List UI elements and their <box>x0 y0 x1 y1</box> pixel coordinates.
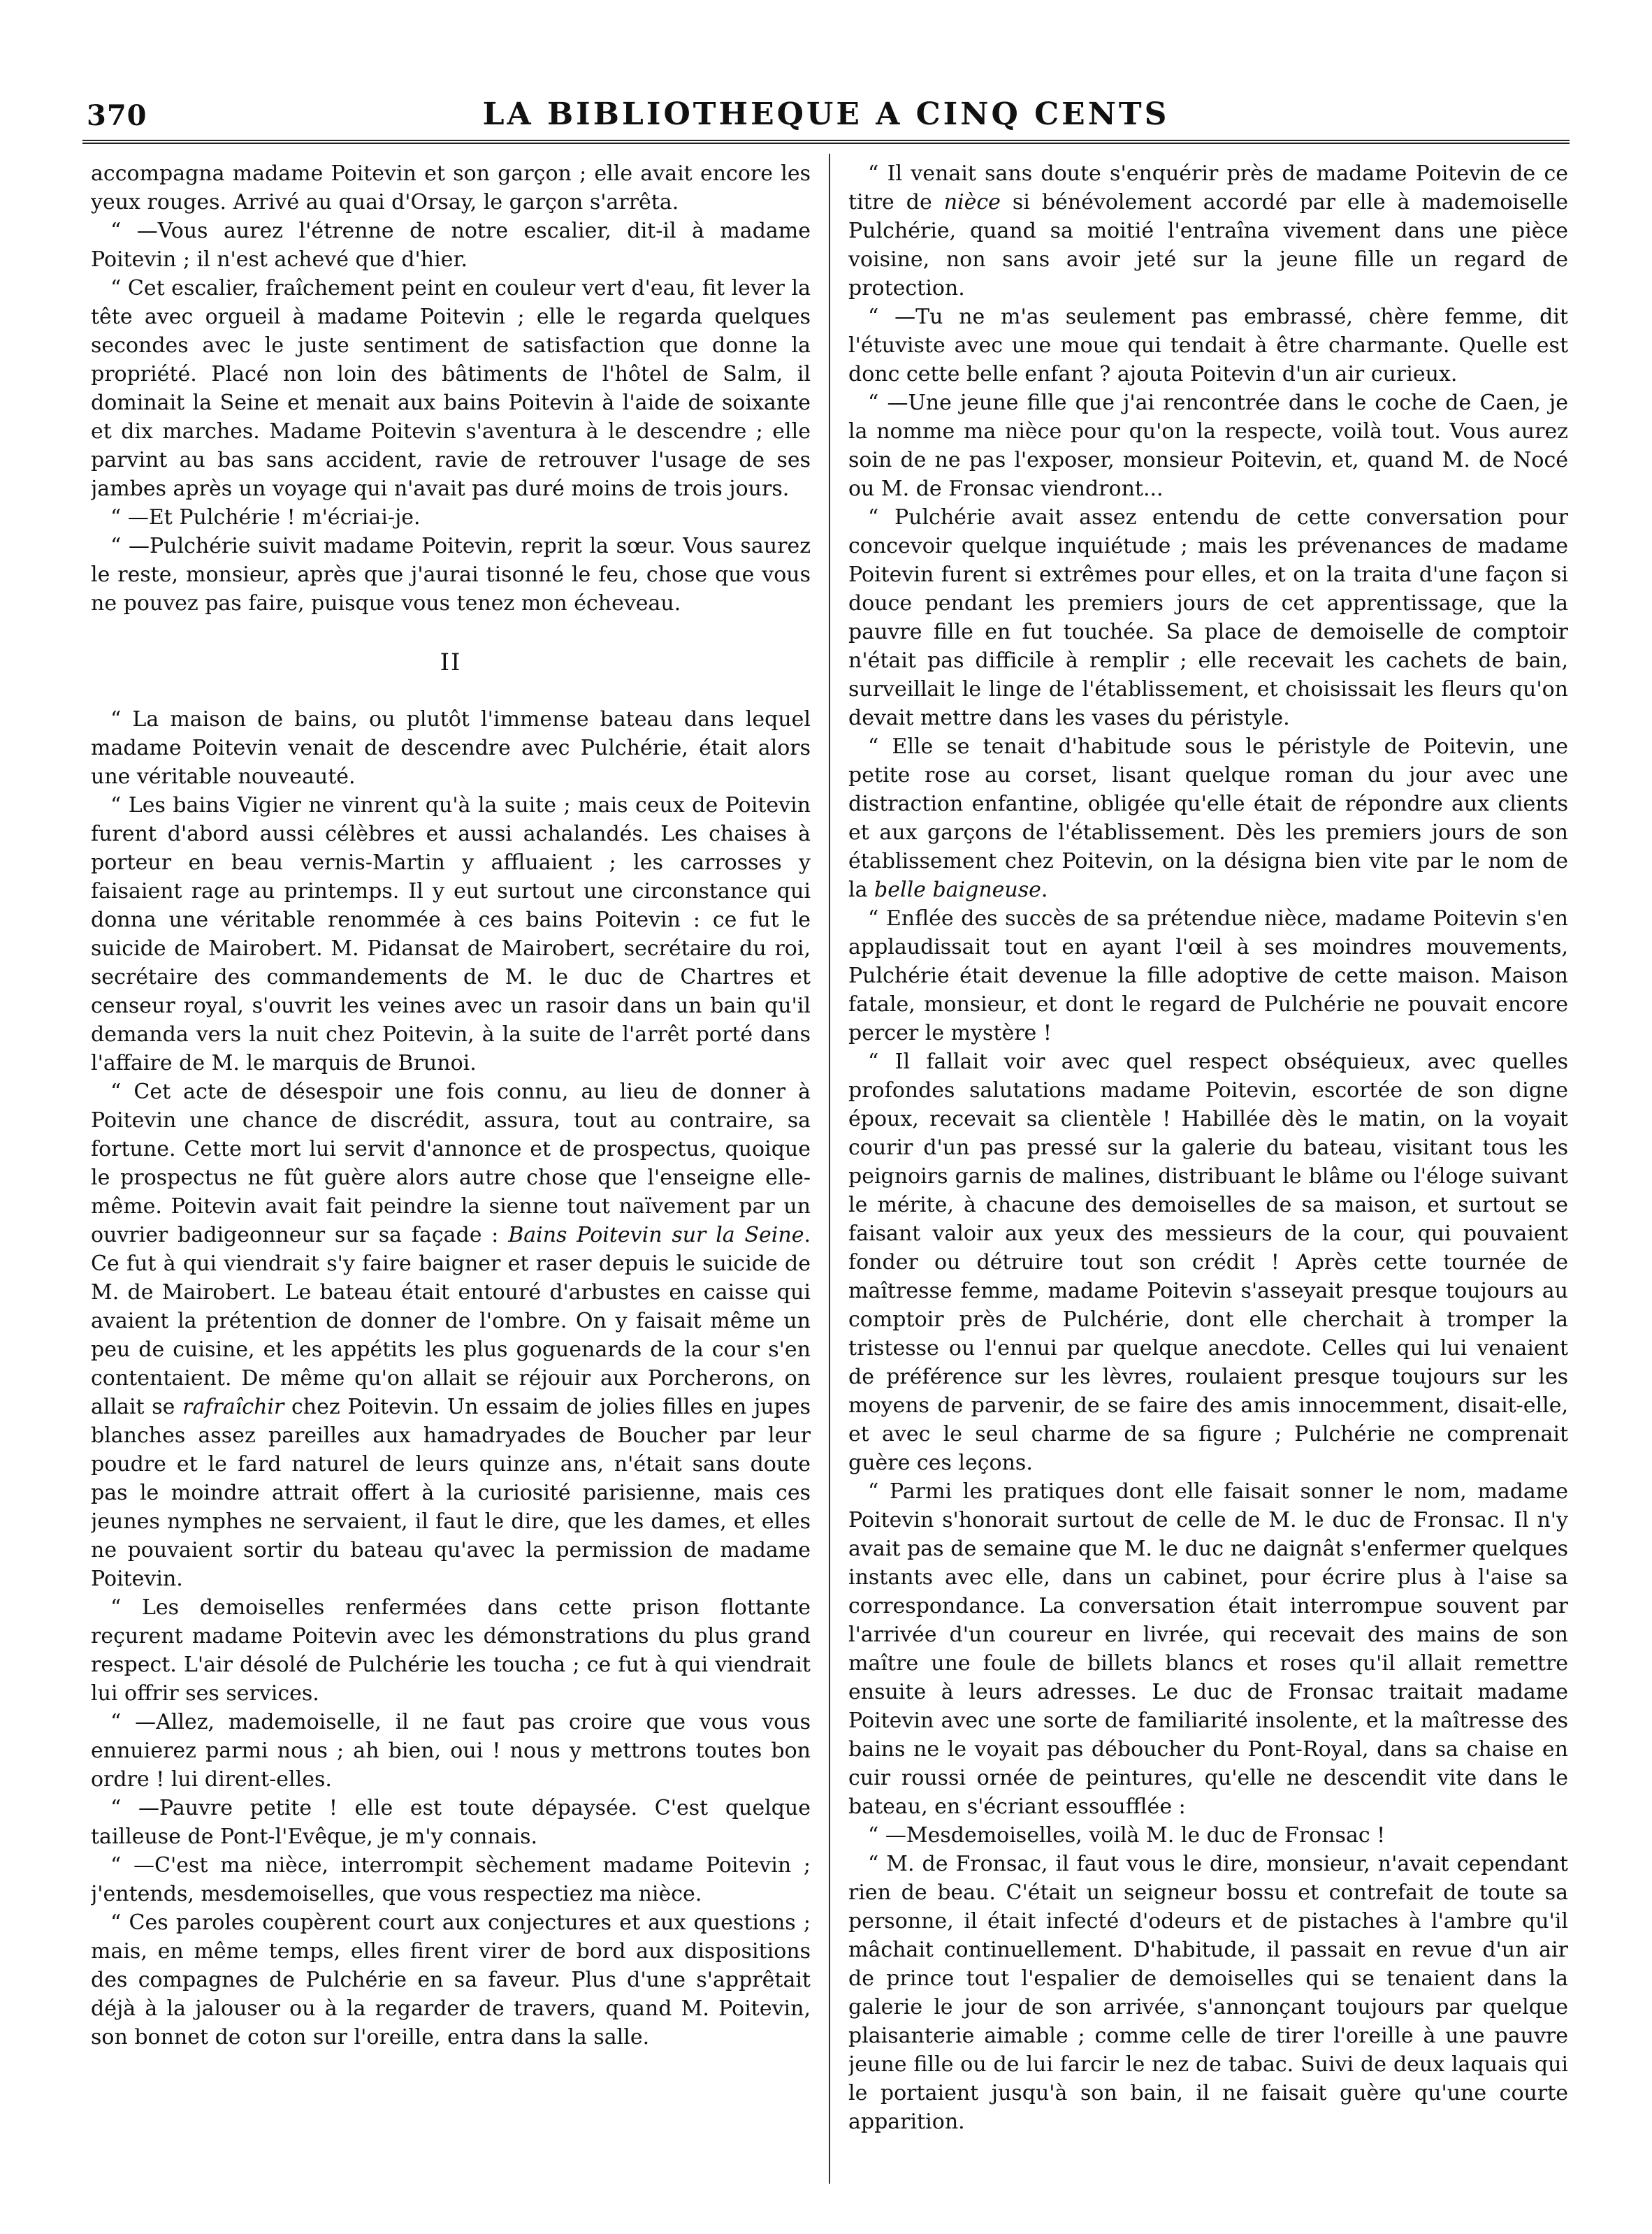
paragraph: “ —Et Pulchérie ! m'écriai-je. <box>110 505 421 530</box>
paragraph: “ La maison de bains, ou plutôt l'immense bateau dans lequel madame Poitevin venait de descendre avec Pulchérie, était alors une véritable nouveauté. <box>91 707 811 789</box>
paragraph: “ —Pulchérie suivit madame Poitevin, reprit la sœur. Vous saurez le reste, monsieur, après que j'aurai tisonné le feu, chose que vous ne pouvez pas faire, puisque vous tenez mon écheveau. <box>91 534 811 616</box>
paragraph: accompagna madame Poitevin et son garçon ; elle avait encore les yeux rouges. Arrivé au quai d'Orsay, le garçon s'arrêta. <box>91 161 811 215</box>
paragraph: “ —Une jeune fille que j'ai rencontrée dans le coche de Caen, je la nomme ma nièce pour qu'on la respecte, voilà tout. Vous aurez soin de ne pas l'exposer, monsieur Poitevin, et, quand M. de Nocé ou M. de Fronsac viendront... <box>848 391 1568 501</box>
paragraph: “ —Allez, mademoiselle, il ne faut pas croire que vous vous ennuierez parmi nous ; ah bien, oui ! nous y mettrons toutes bon ordre ! lui dirent-elles. <box>91 1710 811 1792</box>
paragraph: “ Les demoiselles renfermées dans cette prison flottante reçurent madame Poitevin avec les démonstrations du plus grand respect. L'air désolé de Pulchérie les toucha ; ce fut à qui viendrait lui offrir ses services. <box>91 1595 811 1706</box>
paragraph: “ Cet escalier, fraîchement peint en couleur vert d'eau, fit lever la tête avec orgueil à madame Poitevin ; elle le regarda quelques secondes avec le juste sentiment de satisfaction que donne la propriété. Placé non loin des bâtiments de l'hôtel de Salm, il dominait la Seine et menait aux bains Poitevin à l'aide de soixante et dix marches. Madame Poitevin s'aventura à le descendre ; elle parvint au bas sans accident, ravie de retrouver l'usage de ses jambes après un voyage qui n'avait pas duré moins de trois jours. <box>91 276 811 501</box>
paragraph: “ Il fallait voir avec quel respect obséquieux, avec quelles profondes salutations madame Poitevin, escortée de son digne époux, recevait sa clientèle ! Habillée dès le matin, on la voyait courir d'un pas pressé sur la galerie du bateau, visitant tous les peignoirs garnis de malines, distribuant le blâme ou l'éloge suivant le mérite, à chacune des demoiselles de sa maison, et surtout se faisant valoir aux yeux des messieurs de la cour, qui pouvaient fonder ou détruire tout son crédit ! Après cette tournée de maîtresse femme, madame Poitevin s'asseyait presque toujours au comptoir près de Pulchérie, dont elle cherchait à tromper la tristesse ou l'ennui par quelque anecdote. Celles qui lui venaient de préférence sur les lèvres, roulaient presque toujours sur les moyens de parvenir, de se faire des amis innocemment, disait-elle, et avec le seul charme de sa figure ; Pulchérie ne comprenait guère ces leçons. <box>848 1050 1568 1475</box>
text-run: “ Elle se tenait d'habitude sous le péristyle de Poitevin, une petite rose au corset, lisant quelque roman du jour avec une distraction enfantine, obligée qu'elle était de répondre aux clients et aux garçons de l'établissement. Dès les premiers jours de son établissement chez Poitevin, on la désigna bien vite par le nom de la <box>848 734 1568 902</box>
column-divider <box>829 154 830 2184</box>
emphasis: Bains Poitevin sur la Seine <box>508 1223 804 1247</box>
page-number: 370 <box>87 99 147 132</box>
text-run: “ Il venait sans doute s'enquérir près de madame Poitevin de ce titre de <box>848 161 1568 215</box>
paragraph: “ M. de Fronsac, il faut vous le dire, monsieur, n'avait cependant rien de beau. C'était un seigneur bossu et contrefait de toute sa personne, il était infecté d'odeurs et de pistaches à l'ambre qu'il mâchait continuellement. D'habitude, il passait en revue d'un air de prince tout l'espalier de demoiselles qui se tenaient dans la galerie le jour de son arrivée, s'annonçant toujours par quelque plaisanterie aimable ; comme celle de tirer l'oreille à une pauvre jeune fille ou de lui farcir le nez de tabac. Suivi de deux laquais qui le portaient jusqu'à son bain, il ne faisait guère qu'une courte apparition. <box>848 1852 1568 2134</box>
paragraph: “ —Pauvre petite ! elle est toute dépaysée. C'est quelque tailleuse de Pont-l'Evêque, je m'y connais. <box>91 1796 811 1849</box>
paragraph: “ Les bains Vigier ne vinrent qu'à la suite ; mais ceux de Poitevin furent d'abord aussi célèbres et aussi achalandés. Les chaises à porteur en beau vernis-Martin y affluaient ; les carrosses y faisaient rage au printemps. Il y eut surtout une circonstance qui donna une véritable renommée à ces bains Poitevin : ce fut le suicide de Mairobert. M. Pidansat de Mairobert, secrétaire du roi, secrétaire des commandements de M. le duc de Chartres et censeur royal, s'ouvrit les veines avec un rasoir dans un bain qu'il demanda vers la nuit chez Poitevin, à la suite de l'arrêt porté dans l'affaire de M. le marquis de Brunoi. <box>91 793 811 1075</box>
emphasis: belle baigneuse <box>874 878 1041 902</box>
right-column <box>848 159 1568 2186</box>
paragraph: “ Pulchérie avait assez entendu de cette conversation pour concevoir quelque inquiétude ; mais les prévenances de madame Poitevin furent si extrêmes pour elles, et on la traita d'une façon si douce pendant les premiers jours de cet apprentissage, que la pauvre fille en fut touchée. Sa place de demoiselle de comptoir n'était pas difficile à remplir ; elle recevait les cachets de bain, surveillait le linge de l'établissement, et choisissait les fleurs qu'on devait mettre dans les vases du péristyle. <box>848 505 1568 730</box>
emphasis: rafraîchir <box>182 1395 284 1419</box>
paragraph <box>91 1078 811 1593</box>
header-rule <box>82 140 1570 144</box>
paragraph: “ —C'est ma nièce, interrompit sèchement madame Poitevin ; j'entends, mesdemoiselles, que vous respectiez ma nièce. <box>91 1853 811 1906</box>
text-run: . <box>1041 878 1048 902</box>
emphasis: nièce <box>943 190 1001 215</box>
text-run: chez Poitevin. Un essaim de jolies filles en jupes blanches assez pareilles aux hamadryades de Boucher par leur poudre et le fard naturel de leurs quinze ans, n'était sans doute pas le moindre attrait offert à la curiosité parisienne, mais ces jeunes nymphes ne servaient, il faut le dire, que les dames, et elles ne pouvaient sortir du bateau qu'avec la permission de madame Poitevin. <box>91 1395 811 1591</box>
text-run: si bénévolement accordé par elle à mademoiselle Pulchérie, quand sa moitié l'entraîna vivement dans une pièce voisine, non sans avoir jeté sur la jeune fille un regard de protection. <box>848 190 1568 300</box>
paragraph <box>848 159 1568 303</box>
paragraph: “ Enflée des succès de sa prétendue nièce, madame Poitevin s'en applaudissait tout en ayant l'œil à ses moindres mouvements, Pulchérie était devenue la fille adoptive de cette maison. Maison fatale, monsieur, et dont le regard de Pulchérie ne pouvait encore percer le mystère ! <box>848 906 1568 1045</box>
paragraph: “ Parmi les pratiques dont elle faisait sonner le nom, madame Poitevin s'honorait surtout de celle de M. le duc de Fronsac. Il n'y avait pas de semaine que M. le duc ne daignât s'enfermer quelques instants avec elle, dans un cabinet, pour écrire plus à l'aise sa correspondance. La conversation était interrompue souvent par l'arrivée d'un coureur en livrée, qui recevait des mains de son maître une foule de billets blancs et roses qu'il allait remettre ensuite à leurs adresses. Le duc de Fronsac traitait madame Poitevin avec une sorte de familiarité insolente, et la maîtresse des bains ne le voyait pas déboucher du Pont-Royal, dans sa chaise en cuir roussi ornée de peintures, qu'elle ne descendit vite dans le bateau, en s'écriant essoufflée : <box>848 1479 1568 1819</box>
paragraph: “ —Tu ne m'as seulement pas embrassé, chère femme, dit l'étuviste avec une moue qui tendait à être charmante. Quelle est donc cette belle enfant ? ajouta Poitevin d'un air curieux. <box>848 305 1568 386</box>
text-run: . Ce fut à qui viendrait s'y faire baigner et raser depuis le suicide de M. de Mairobert. Le bateau était entouré d'arbustes en caisse qui avaient la prétention de donner de l'ombre. On y faisait même un peu de cuisine, et les appétits les plus goguenards de la cour s'en contentaient. De même qu'on allait se réjouir aux Porcherons, on allait se <box>91 1223 811 1419</box>
left-column <box>91 159 811 2186</box>
paragraph <box>848 732 1568 904</box>
text-run: “ Cet acte de désespoir une fois connu, au lieu de donner à Poitevin une chance de discrédit, assura, tout au contraire, sa fortune. Cette mort lui servit d'annonce et de prospectus, quoique le prospectus ne fût guère alors autre chose que l'enseigne elle-même. Poitevin avait fait peindre la sienne tout naïvement par un ouvrier badigeonneur sur sa façade : <box>91 1080 811 1247</box>
section-heading: II <box>440 648 462 676</box>
paragraph: “ Ces paroles coupèrent court aux conjectures et aux questions ; mais, en même temps, elles firent virer de bord aux dispositions des compagnes de Pulchérie en sa faveur. Plus d'une s'apprêtait déjà à la jalouser ou à la regarder de travers, quand M. Poitevin, son bonnet de coton sur l'oreille, entra dans la salle. <box>91 1910 811 2050</box>
paragraph: “ —Vous aurez l'étrenne de notre escalier, dit-il à madame Poitevin ; il n'est achevé que d'hier. <box>91 219 811 272</box>
page-header <box>82 89 1570 138</box>
paragraph: “ —Mesdemoiselles, voilà M. le duc de Fronsac ! <box>868 1823 1386 1848</box>
running-title: LA BIBLIOTHEQUE A CINQ CENTS <box>482 96 1170 132</box>
